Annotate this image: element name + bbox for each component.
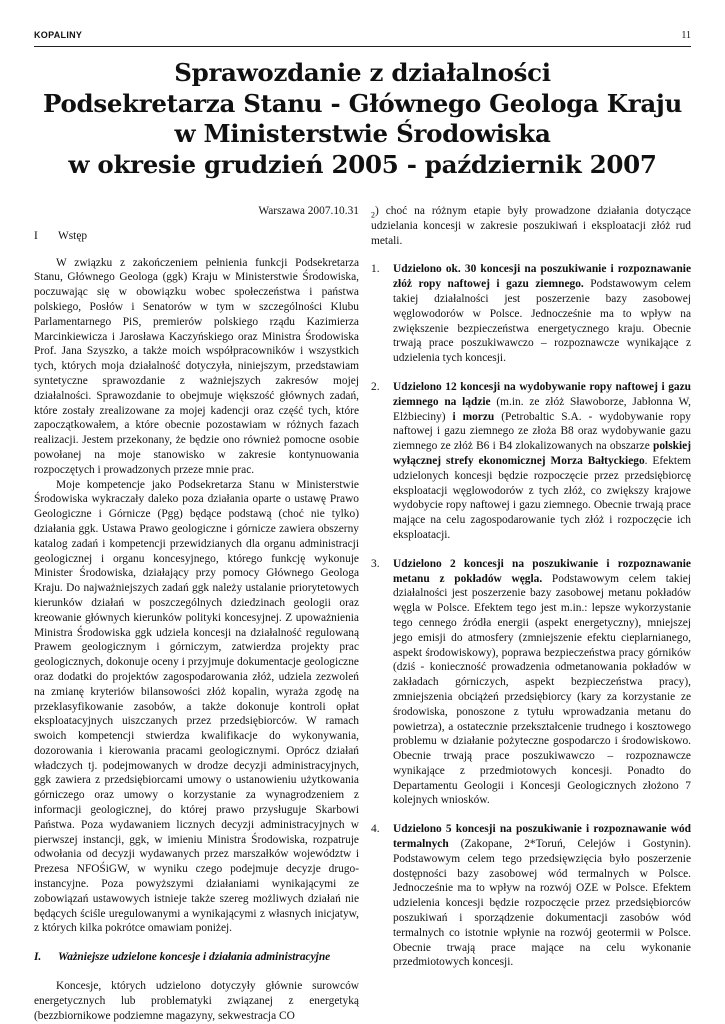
co2-subscript: 2: [371, 210, 375, 220]
list-item: [371, 822, 691, 970]
concessions-intro-text: Koncesje, których udzielono dotyczyły głównie surowców energetycznych lub problematyki związanej z energetyką (bezzbiornikowe podziemne magazyny, sekwestracja CO: [34, 980, 359, 1022]
list-item-text: Podstawowym celem takiej działalności jest poszerzenie bazy zasobowej metanu pokładów węgla w Polsce. Efektem tego jest m.in.: lepsze wykorzystanie tego cennego źródła energii (aspekt energetyczny), mniejszej jego emisji do atmosfery (zmniejszenie efektu cieplarnianego, aspekt środowiskowy), poprawa bezpieczeństwa pracy górników (dziś - konieczność prowadzenia odmetanowania pokładów w zakładach górniczych, aspekt bezpieczeństwa pracy), zmniejszenia obciążeń przedsiębiorcy (kary za korzystanie ze środowiska, ponoszone z tytułu wprowadzania metanu do powietrza), a ostatecznie przekształcenie trudnego i kosztowego problemu w działanie pożyteczne gospodarczo i środowiskowo. Obecnie trwają prace poszukiwawczo – rozpoznawcze wynikające z przedmiotowych koncesji. Ponadto do Departamentu Geologii i Koncesji Geologicznych złożono 7 kolejnych wniosków.: [393, 572, 691, 807]
title-line: Sprawozdanie z działalności: [174, 58, 551, 87]
list-item-lead: Udzielono 5 koncesji na poszukiwanie i rozpoznawanie wód termalnych: [393, 823, 691, 851]
list-item-body: [393, 557, 691, 809]
list-item: [371, 380, 691, 543]
article-title: [20, 58, 705, 180]
list-item-text: (m.in. ze złóż Sławoborze, Jabłonna W, Elżbieciny): [393, 395, 691, 423]
section-number: I: [34, 229, 38, 242]
list-item-lead: Udzielono ok. 30 koncesji na poszukiwanie i rozpoznawanie złóż ropy naftowej i gazu ziemnego.: [393, 263, 691, 291]
list-item: [371, 262, 691, 366]
concessions-intro-continued: [371, 204, 691, 248]
section-title: Ważniejsze udzielone koncesje i działania administracyjne: [58, 951, 331, 964]
date-place: Warszawa 2007.10.31: [258, 205, 359, 217]
list-item-emphasis: polskiej wyłącznej strefy ekonomicznej Morza Bałtyckiego: [393, 440, 691, 467]
section-heading-concessions: [34, 950, 359, 965]
intro-paragraph-1: W związku z zakończeniem pełnienia funkcji Podsekretarza Stanu, Głównego Geologa (ggk) Kraju w Ministerstwie Środowiska, poczuwając się w obowiązku wobec społeczeństwa i państwa polskiego, Posłów i Senatorów w tym w szczególności Klubu Parlamentarnego PiS, premierów polskiego rządu Kazimierza Marcinkiewicza i Jarosława Kaczyńskiego oraz Ministra Środowiska Prof. Jana Szyszko, a także moich współpracowników i wszystkich tych, których moja działalność dotyczyła, niniejszym, przedstawiam syntetyczne sprawozdanie z ważniejszych zakresów mojej działalności. Sprawozdanie to obejmuje większość głównych zadań, które zostały zrealizowane za mojej kadencji oraz część tych, które zapoczątkowałem, a które obecnie pozostawiam w różnych fazach realizacji. Jestem przekonany, że będzie ono również pomocne osobie powołanej na moje stanowisko w zakresie kontynuowania rozpoczętych i prowadzonych przeze mnie prac.: [34, 256, 359, 476]
running-header: [34, 30, 691, 47]
journal-name: KOPALINY: [34, 30, 83, 40]
title-line: Podsekretarza Stanu - Głównego Geologa Kraju: [42, 88, 683, 118]
title-line: w okresie grudzień 2005 - październik 2007: [68, 149, 657, 179]
concessions-intro-end: ) choć na różnym etapie były prowadzone działania dotyczące udzielania koncesji w zakresie poszukiwań i eksploatacji złóż rud metali.: [371, 205, 691, 247]
list-item-text: (Petrobaltic S.A. - wydobywanie ropy naftowej i gazu ziemnego ze złoża B8 oraz wydobywanie gazu ziemnego ze złóż B6 i B4 zlokalizowanych na obszarze: [393, 410, 691, 453]
list-item-number: 4.: [371, 823, 380, 836]
section-title: Wstęp: [58, 229, 88, 242]
section-heading-intro: [34, 229, 359, 244]
page-number: 11: [681, 30, 691, 41]
list-item-number: 2.: [371, 380, 380, 393]
list-item-body: [393, 380, 691, 543]
concessions-intro-paragraph: [34, 979, 359, 1023]
list-item: [371, 557, 691, 809]
list-item-lead: Udzielono 2 koncesji na poszukiwanie i rozpoznawanie metanu z pokładów węgla.: [393, 557, 691, 585]
list-item-number: 1.: [371, 263, 380, 276]
title-line: w Ministerstwie Środowiska: [174, 119, 551, 148]
list-item-emphasis: i morzu: [452, 410, 495, 423]
list-item-text: (Zakopane, 2*Toruń, Celejów i Gostynin). Podstawowym celem tego przedsięwzięcia było poszerzenie dostępności bazy zasobowej wód termalnych w Polsce. Jednocześnie ma to wpływ na rozwój OZE w Polsce. Efektem udzielenia koncesji będzie rozpoczęcie przez przedsiębiorców poszukiwań i sporządzenie dokumentacji zasobów wód termalnych co istotnie wpłynie na rozwój geotermii w Polsce. Obecnie trwają prace mające na celu wykonanie przedmiotowych koncesji.: [393, 838, 691, 969]
section-number: I.: [34, 951, 42, 964]
list-item-body: [393, 262, 691, 366]
right-column: [371, 204, 691, 984]
list-item-text: Podstawowym celem takiej działalności jest poszerzenie bazy zasobowej węglowodorów w Polsce. Jednocześnie ma to wpływ na zwiększenie bezpieczeństwa energetycznego kraju. Obecnie trwają prace poszukiwawczo – rozpoznawcze wynikające z udzielenia tych koncesji.: [393, 278, 692, 365]
list-item-text: . Efektem udzielonych koncesji będzie rozpoczęcie przez przedsiębiorcę eksploatacji węglowodorów z tych złóż, co zwiększy krajowe wydobycie ropy naftowej i gazu ziemnego. Obecnie trwają prace mające na celu zagospodarowanie tych złóż i rozpoczęcie ich eksploatacji.: [393, 454, 691, 541]
left-column: [34, 204, 359, 1023]
list-item-number: 3.: [371, 557, 380, 570]
list-item-body: [393, 822, 691, 970]
intro-paragraph-2: Moje kompetencje jako Podsekretarza Stanu w Ministerstwie Środowiska wykraczały daleko poza działania oparte o ustawę Prawo Geologiczne i Górnicze (Pgg) będące podstawą (choć nie tylko) działania ggk. Ustawa Prawo geologiczne i górnicze zawiera obszerny katalog zadań i kompetencji przewidzianych dla organu administracji geologicznej i organu koncesyjnego, którego funkcję wykonuje Minister Środowiska, działający przy pomocy Głównego Geologa Kraju. Do najważniejszych zadań ggk należy ustalanie priorytetowych kierunków działań w poszczególnych dziedzinach geologii oraz kreowanie głównych kierunków polityki koncesyjnej. Z upoważnienia Ministra Środowiska ggk udziela koncesji na działalność regulowaną Prawem geologicznym i górniczym, zatwierdza projekty prac geologicznych, dokonuje oceny i przyjmuje dokumentacje geologiczne oraz dodatki do projektów zagospodarowania złóż, udziela zezwoleń na zmianę kryteriów bilansowości złóż kopalin, wyraża zgodę na przeklasyfikowanie zasobów, a także dokonuje kontroli opłat eksploatacyjnych uiszczanych przez przedsiębiorców. W ramach swoich kompetencji stwierdza kwalifikacje do wykonywania, dozorowania i kierowania pracami geologicznymi. Oprócz działań władczych tj. podejmowanych w drodze decyzji administracyjnych, ggk zawiera z przedsiębiorcami umowy o ustanowieniu użytkowania górniczego oraz umowy o korzystanie za wynagrodzeniem z informacji geologicznej, do której prawo przysługuje Skarbowi Państwa. Poza wydawaniem licznych decyzji administracyjnych w pierwszej instancji, ggk, w imieniu Ministra Środowiska, rozpatruje odwołania od decyzji wydawanych przez marszałków województw i Prezesa NFOŚiGW, w wyniku czego podejmuje decyzje drugo-instancyjne. Poza powyższymi działaniami wynikającymi ze zobowiązań ustawowych istnieje także szereg możliwych działań nie będących ściśle uregulowanymi a wynikającymi z własnych inicjatyw, z których kilka pokrótce omawiam poniżej.: [34, 478, 359, 935]
list-item-lead: Udzielono 12 koncesji na wydobywanie ropy naftowej i gazu ziemnego na lądzie: [393, 380, 691, 408]
